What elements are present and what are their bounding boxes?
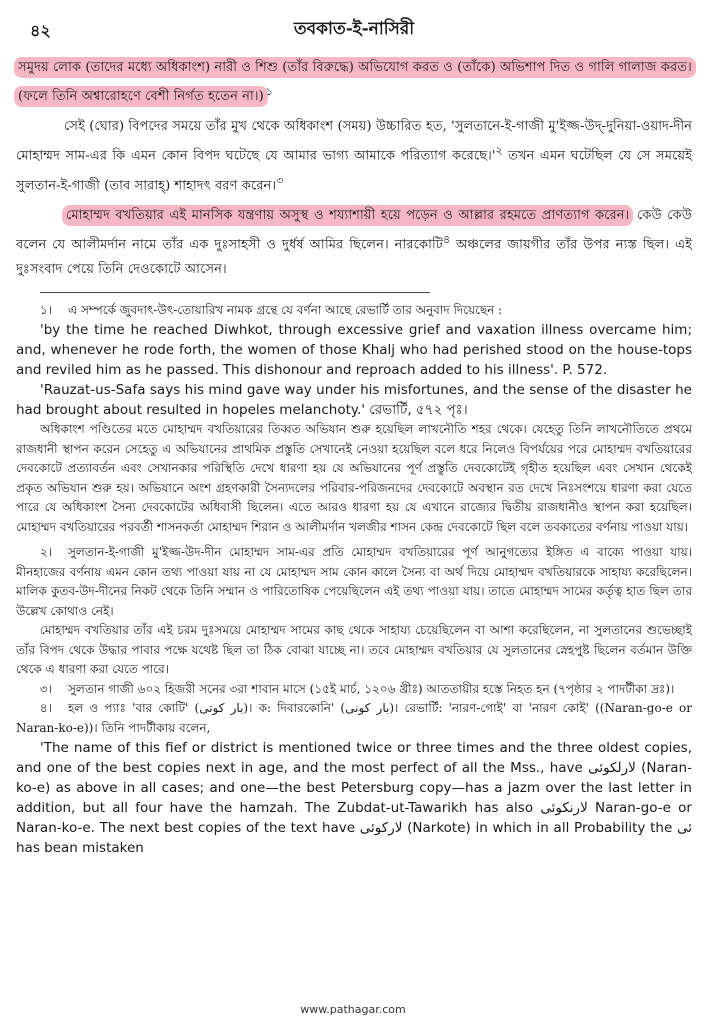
page-number: ৪২: [30, 21, 51, 40]
paragraph-2: [16, 115, 692, 198]
paragraph-3-end: অঞ্চলের জায়গীর তাঁর উপর ন্যস্ত ছিল। এই দুঃসংবাদ পেয়ে তিনি দেওকোটে আসেন।: [16, 237, 692, 277]
paragraph-2-rest: তখন এমন ঘটেছিল যে সে সময়েই সুলতান-ই-গাজী (তাব সারাহ্) শাহাদৎ বরণ করেন।: [16, 148, 692, 194]
footnote-3: [16, 680, 692, 700]
footnote-4-text: হল ও প্যাঃ 'বার কোটি' (بار كوتى)। ক: দিবারকোনি' (بار كونى)। রেভার্টি: 'নারণ-গোই' বা 'নারণ কোই' ((Naran-go-e or Naran-ko-e))। তিনি পাদটীকায় বলেন,: [16, 701, 692, 735]
footnote-number: ৪।: [39, 701, 52, 716]
footnote-number: ২।: [39, 545, 52, 560]
paragraph-1: [16, 56, 692, 109]
footnote-number: ১।: [39, 302, 52, 317]
footnote-2-text: সুলতান-ই-গাজী মু'ইজ্জ-উদ-দীন মোহাম্মদ সাম-এর প্রতি মোহাম্মদ বখতিয়ারের পূর্ণ আনুগত্যের ইঙ্গিত এ বাক্যে পাওয়া যায়। মীনহাজের বর্ণনায় এমন কোন তথ্য পাওয়া যায় না যে মোহাম্মদ সাম কোন কালে সৈন্য বা অর্থ দিয়ে মোহাম্মদ বখতিয়ারকে সাহায্য করেছিলেন। মালিক কুতব-উদ-দীনের নিকট থেকে তিনি সম্মান ও পারিতোষিক পেয়েছিলেন এই তথ্য পাওয়া যায়। তাতে মোহাম্মদ সামের কর্তৃত্ব হাত ছিল তার উল্লেখ কোথাও নেই।: [16, 545, 692, 618]
book-page: [16, 14, 692, 858]
footnote-4-quote: 'The name of this fief or district is mentioned twice or three times and the three oldest copies, and one of the best copies next in age, and the most perfect of all the Mss., have لارلكوئى (Naran-ko-e) as above in all cases; and one—the best Petersburg copy—has a jazm over the last letter in addition, but all four have the hamzah. The Zubdat-ut-Tawarikh has also لارنكوئى Naran-go-e or Naran-ko-e. The next best copies of the text have لاركوئى (Narkote) in which in all Probability the ئى has bean mistaken: [16, 740, 692, 857]
footnote-1-para-2: অধিকাংশ পণ্ডিতের মতে মোহাম্মদ বখতিয়ারের তিব্বত অভিযান শুরু হয়েছিল লাখনৌতি শহর থেকে। যেহেতু তিনি লাখনৌতিতে প্রথমে রাজধানী স্থাপন করেন সেহেতু এ অভিযানের প্রাথমিক প্রস্তুতি সেখানেই নেওয়া হয়েছিল বলে ধরে নিলেও বিপর্যয়ের পরে মোহাম্মদ বখতিয়ারের দেবকোটে প্রত্যাবর্তন এবং সেখানকার পরিস্থিতি দেখে ধারণা হয় যে অভিযানের পূর্ণ প্রস্তুতি দেবকোটেই গৃহীত হয়েছিল এবং সেখান থেকেই প্রকৃত অভিযান শুরু হয়। অভিযানে অংশ গ্রহণকারী সৈন্যদলের পরিবার-পরিজনদের দেবকোটে অবস্থান রত দেখে নিঃসংশয়ে ধারণা করা যেতে পারে যে অধিকাংশ সৈন্য দেবকোটের অধিবাসী ছিলেন। এতে আরও ধারণা হয় যে এখানে রাজ্যের দ্বিতীয় রাজধানীও স্থাপন করা হয়েছিল। মোহাম্মদ বখতিয়ারের পরবর্তী শাসনকর্তা মোহাম্মদ শিরান ও আলীমর্দান খলজীর শাসন কেন্দ্র দেবকোটে ছিল বলে তবকাতের বর্ণনায় পাওয়া যায়।: [16, 422, 692, 534]
footnote-number: ৩।: [39, 681, 52, 696]
watermark-url: www.pathagar.com: [300, 1003, 406, 1016]
footnote-ref: ৪: [442, 233, 451, 247]
footnote-ref: ২: [495, 144, 503, 158]
footnote-1-intro: এ সম্পর্কে জুবদাৎ-উৎ-তোয়ারিখ নামক গ্রন্থে যে বর্ণনা আছে রেভার্টি তার অনুবাদ দিয়েছেন :: [68, 302, 503, 317]
footnote-1-quote-2: 'Rauzat-us-Safa says his mind gave way under his misfortunes, and the sense of the disaster he had brought about resulted in hopeles melanchoty.' রেভার্টি, ৫৭২ পৃঃ।: [16, 382, 692, 419]
highlighted-passage-1: সমুদয় লোক (তাদের মধ্যে অধিকাংশ) নারী ও শিশু (তাঁর বিরুদ্ধে) অভিযোগ করত ও (তাঁকে) অভিশাপ দিত ও গালি গালাজ করত। (ফলে তিনি অশ্বারোহণে বেশী নির্গত হতেন না।): [18, 60, 692, 105]
highlighted-passage-2: মোহাম্মদ বখতিয়ার এই মানসিক যন্ত্রণায় অসুস্থ ও শয্যাশায়ী হয়ে পড়েন ও আল্লার রহমতে প্রাণত্যাগ করেন।: [66, 208, 630, 224]
paragraph-3: [16, 204, 692, 281]
footnote-2: [16, 543, 692, 621]
footnote-2-para-2: মোহাম্মদ বখতিয়ার তাঁর এই চরম দুঃসময়ে মোহাম্মদ সামের কাছ থেকে সাহায্য চেয়েছিলেন বা আশা করেছিলেন, না সুলতানের শুভেচ্ছাই তাঁর বিপদ থেকে উদ্ধার পাবার পক্ষে যথেষ্ট ছিল তা ঠিক বোঝা যাচ্ছে না। তবে মোহাম্মদ বখতিয়ার যে সুলতানের স্নেহপুষ্ট ছিলেন বর্তমান উক্তি থেকে এ ধারণা করা যেতে পারে।: [16, 623, 692, 677]
footnote-ref: ১: [265, 85, 273, 98]
footnote-3-text: সুলতান গাজী ৬০২ হিজরী সনের ৩রা শাবান মাসে (১৫ই মার্চ, ১২০৬ খ্রীঃ) আততায়ীর হস্তে নিহত হন (৭পৃষ্ঠার ২ পাদটীকা দ্রঃ)।: [68, 681, 675, 696]
footnote-1-quote-1: 'by the time he reached Diwhkot, through excessive grief and vaxation illness overcame him; and, whenever he rode forth, the women of those Khalj who had perished stood on the house-tops and reviled him as he passed. This dishonour and reproach added to his illness'. P. 572.: [16, 322, 692, 379]
footnotes: [16, 301, 692, 859]
footnote-4: [16, 699, 692, 738]
footnote-ref: ৩: [276, 173, 284, 187]
page-header: [16, 14, 692, 42]
paragraph-2-text: সেই (ঘোর) বিপদের সময়ে তাঁর মুখ থেকে অধিকাংশ (সময়) উচ্চারিত হত, 'সুলতানে-ই-গাজী মু'ইজ্জ-উদ্-দুনিয়া-ওয়াদ-দীন মোহাম্মদ সাম-এর কি এমন কোন বিপদ ঘটেছে যে আমার ভাগ্য আমাকে পরিত্যাগ করেছে।': [16, 119, 692, 164]
footnote-divider: [40, 292, 430, 293]
main-text: [16, 56, 692, 282]
footnote-1: [16, 301, 692, 321]
running-title: তবকাত-ই-নাসিরী: [293, 19, 415, 39]
paragraph-3-text: কেউ কেউ বলেন যে আলীমর্দান নামে তাঁর এক দুঃসাহসী ও দুর্ধর্ষ আমির ছিলেন। নারকোটি: [16, 208, 693, 253]
